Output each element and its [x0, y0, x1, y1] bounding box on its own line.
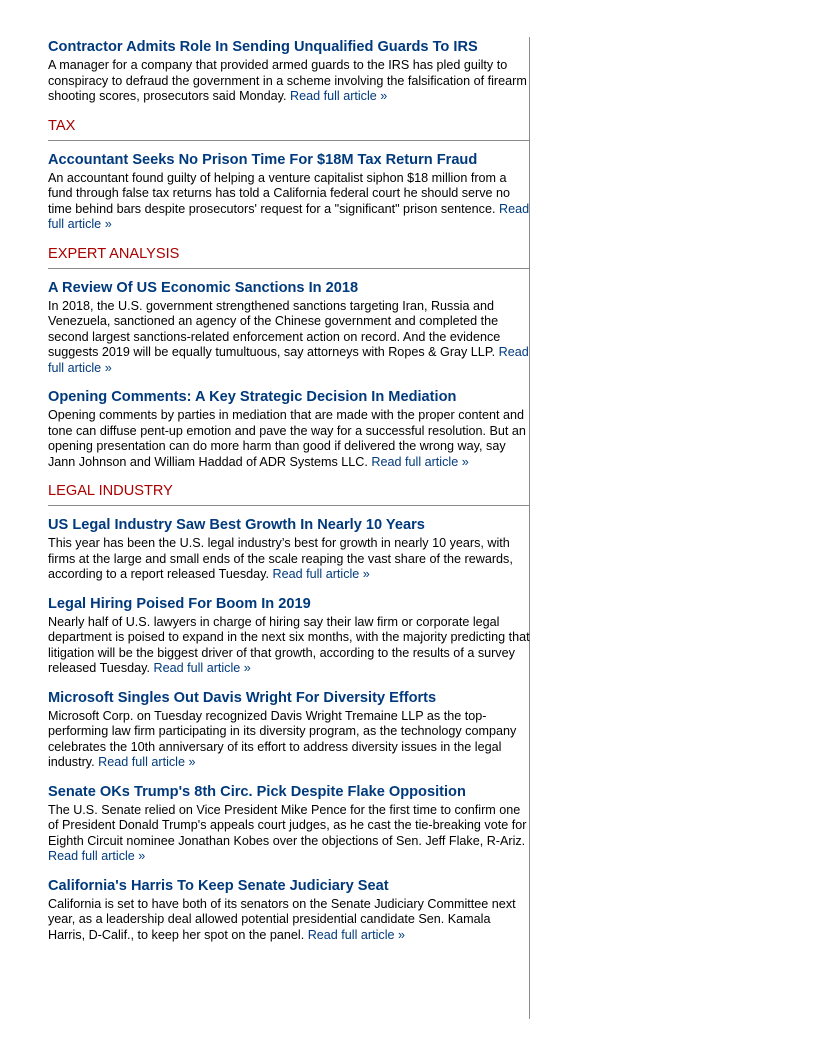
article [48, 877, 530, 944]
article-summary [48, 171, 530, 233]
article-headline-link[interactable]: US Legal Industry Saw Best Growth In Nearly 10 Years [48, 517, 425, 533]
article [48, 279, 530, 377]
article [48, 689, 530, 771]
article-headline-link[interactable]: A Review Of US Economic Sanctions In 2018 [48, 279, 359, 296]
read-full-article-link[interactable]: Read full article » [272, 567, 370, 581]
article-summary-text: California is set to have both of its senators on the Senate Judiciary Committee next year, as a leadership deal allowed potential presidential candidate Sen. Kamala Harris, D-Calif., to keep her spot on the panel. [48, 896, 516, 942]
article-summary [48, 58, 530, 105]
section-heading-legal-industry: LEGAL INDUSTRY [48, 482, 530, 506]
article-summary [48, 897, 530, 944]
news-column [48, 38, 530, 955]
read-full-article-link[interactable]: Read full article » [48, 201, 530, 231]
read-full-article-link[interactable]: Read full article » [48, 849, 146, 863]
article-summary [48, 615, 530, 677]
article-headline-link[interactable]: Legal Hiring Poised For Boom In 2019 [48, 595, 311, 612]
read-full-article-link[interactable]: Read full article » [289, 89, 388, 103]
article-summary-text: Microsoft Corp. on Tuesday recognized Davis Wright Tremaine LLP as the top-performing law firm participating in its diversity program, as the technology company celebrates the 10th anniversary of its effort to address diversity issues in the legal industry. [48, 708, 517, 769]
read-full-article-link[interactable]: Read full article » [48, 345, 529, 375]
section-heading-expert-analysis: EXPERT ANALYSIS [48, 245, 530, 269]
article-summary-text: The U.S. Senate relied on Vice President Mike Pence for the first time to confirm one of President Donald Trump's appeals court judges, as he cast the tie-breaking vote for Eighth Circuit nominee Jonathan Kobes over the objections of Sen. Jeff Flake, R-Ariz. [48, 802, 527, 848]
article-headline-link[interactable]: Senate OKs Trump's 8th Circ. Pick Despite Flake Opposition [48, 783, 466, 800]
article [48, 151, 530, 233]
article [48, 516, 530, 583]
article-summary-text: An accountant found guilty of helping a venture capitalist siphon $18 million from a fund through false tax returns has told a California federal court he should serve no time behind bars despite prosecutors' request for a "significant" prison sentence. [48, 170, 511, 216]
article [48, 783, 530, 865]
read-full-article-link[interactable]: Read full article » [371, 454, 469, 469]
article-summary-text: A manager for a company that provided armed guards to the IRS has pled guilty to conspiracy to defraud the government in a scheme involving the falsification of firearm shooting scores, prosecutors said Monday. [48, 58, 527, 103]
article-headline-link[interactable]: Opening Comments: A Key Strategic Decision In Mediation [48, 389, 457, 405]
article-summary [48, 709, 530, 771]
article-summary-text: Nearly half of U.S. lawyers in charge of hiring say their law firm or corporate legal department is poised to expand in the next six months, with the majority predicting that litigation will be the biggest driver of that growth, according to the results of a survey released Tuesday. [48, 614, 530, 675]
article-headline-link[interactable]: California's Harris To Keep Senate Judiciary Seat [48, 877, 389, 894]
read-full-article-link[interactable]: Read full article » [153, 661, 251, 675]
article-summary [48, 803, 530, 865]
read-full-article-link[interactable]: Read full article » [98, 755, 196, 769]
article-summary-text: Opening comments by parties in mediation that are made with the proper content and tone can diffuse pent-up emotion and pave the way for a successful resolution. But an opening presentation can do more harm than good if delivered the wrong way, say Jann Johnson and William Haddad of ADR Systems LLC. [48, 408, 526, 469]
article-headline-link[interactable]: Microsoft Singles Out Davis Wright For Diversity Efforts [48, 689, 437, 706]
article-summary [48, 408, 530, 470]
article-headline-link[interactable]: Contractor Admits Role In Sending Unqualified Guards To IRS [48, 39, 478, 55]
article-headline-link[interactable]: Accountant Seeks No Prison Time For $18M Tax Return Fraud [48, 151, 478, 168]
section-heading-tax: TAX [48, 117, 530, 141]
article-summary-text: This year has been the U.S. legal industry’s best for growth in nearly 10 years, with firms at the large and small ends of the scale reaping the vast share of the rewards, according to a report released Tuesday. [48, 536, 513, 581]
article-summary-text: In 2018, the U.S. government strengthened sanctions targeting Iran, Russia and Venezuela, sanctioned an agency of the Chinese government and completed the second largest sanctions-related enforcement action on record. And the evidence suggests 2019 will be equally tumultuous, say attorneys with Ropes & Gray LLP. [48, 298, 501, 359]
article [48, 595, 530, 677]
article [48, 388, 530, 470]
article-summary [48, 536, 530, 583]
article-summary [48, 299, 530, 377]
read-full-article-link[interactable]: Read full article » [307, 927, 406, 942]
article [48, 38, 530, 105]
